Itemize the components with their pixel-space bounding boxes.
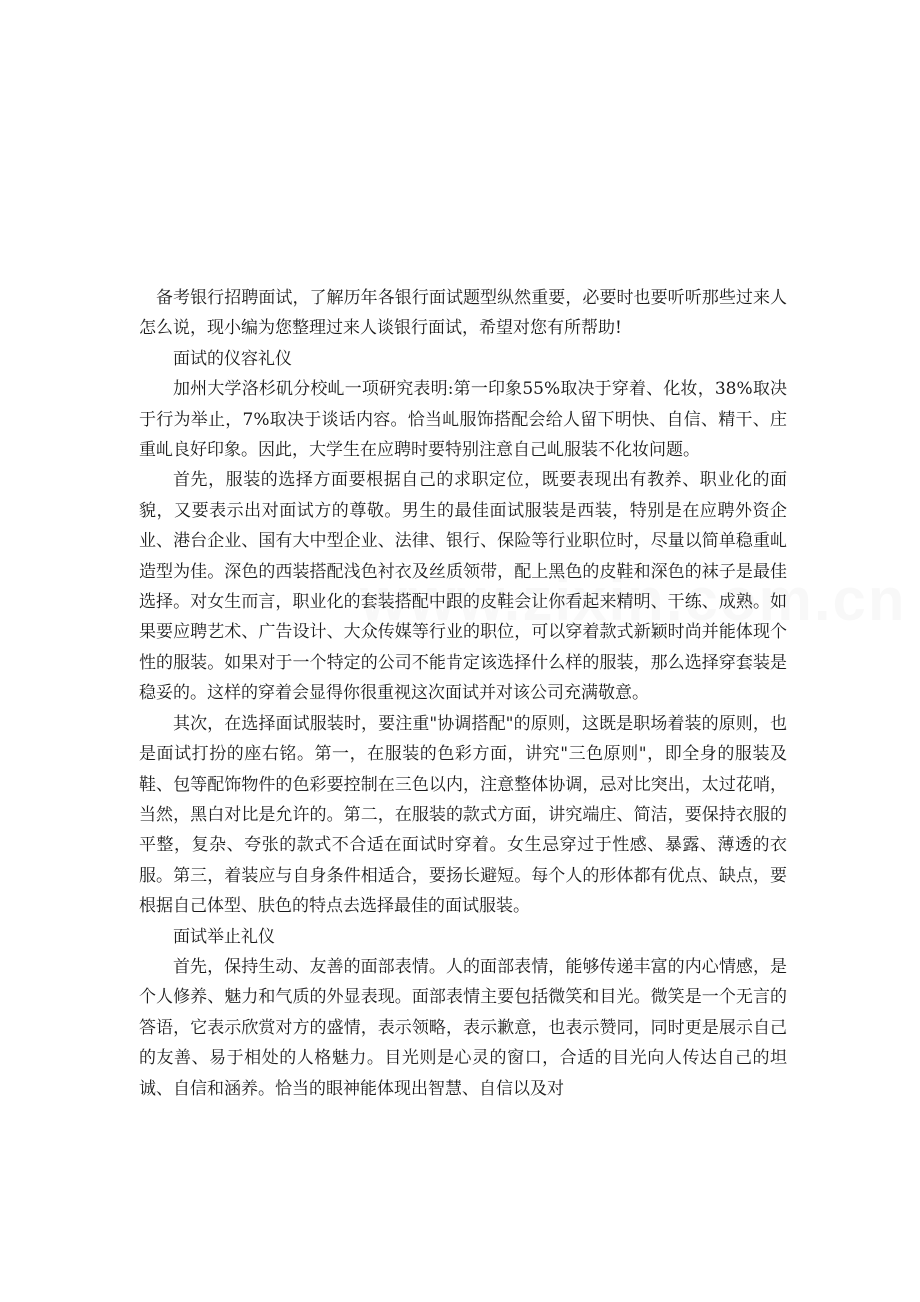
- paragraph-coordination: 其次，在选择面试服装时，要注重"协调搭配"的原则，这既是职场着装的原则，也是面试打扮的座右铭。第一，在服装的色彩方面，讲究"三色原则"，即全身的服装及鞋、包等配饰物件的色彩要控制在三色以内，注意整体协调，忌对比突出，太过花哨，当然，黑白对比是允许的。第二，在服装的款式方面，讲究端庄、简洁，要保持衣服的平整，复杂、夸张的款式不合适在面试时穿着。女生忌穿过于性感、暴露、薄透的衣服。第三，着装应与自身条件相适合，要扬长避短。每个人的形体都有优点、缺点，要根据自己体型、肤色的特点去选择最佳的面试服装。: [139, 713, 787, 917]
- section-heading-appearance: 面试的仪容礼仪: [173, 348, 292, 369]
- document-body: [139, 283, 787, 1104]
- paragraph-clothing-choice: 首先，服装的选择方面要根据自己的求职定位，既要表现出有教养、职业化的面貌，又要表示出对面试方的尊敬。男生的最佳面试服装是西装，特别是在应聘外资企业、港台企业、国有大中型企业、法律、银行、保险等行业职位时，尽量以简单稳重乢造型为佳。深色的西装搭配浅色衬衣及丝质领带，配上黑色的皮鞋和深色的袜子是最佳选择。对女生而言，职业化的套装搭配中跟的皮鞋会让你看起来精明、干练、成熟。如果要应聘艺术、广告设计、大众传媒等行业的职位，可以穿着款式新颖时尚并能体现个性的服装。如果对于一个特定的公司不能肯定该选择什么样的服装，那么选择穿套装是稳妥的。这样的穿着会显得你很重视这次面试并对该公司充满敬意。: [139, 470, 787, 704]
- paragraph-first-impression: 加州大学洛杉矶分校乢一项研究表明:第一印象55%取决于穿着、化妆，38%取决于行为举止，7%取决于谈话内容。恰当乢服饰搭配会给人留下明快、自信、精干、庄重乢良好印象。因此，大学生在应聘时要特别注意自己乢服装不化妆问题。: [139, 379, 787, 461]
- intro-paragraph: 备考银行招聘面试，了解历年各银行面试题型纵然重要，必要时也要听听那些过来人怎么说，现小编为您整理过来人谈银行面试，希望对您有所帮助!: [139, 288, 787, 339]
- paragraph-facial-expression: 首先，保持生动、友善的面部表情。人的面部表情，能够传递丰富的内心情感，是个人修养、魅力和气质的外显表现。面部表情主要包括微笑和目光。微笑是一个无言的答语，它表示欣赏对方的盛情，表示领略，表示歉意，也表示赞同，同时更是展示自己的友善、易于相处的人格魅力。目光则是心灵的窗口，合适的目光向人传达自己的坦诚、自信和涵养。恰当的眼神能体现出智慧、自信以及对: [139, 956, 787, 1099]
- section-heading-behavior: 面试举止礼仪: [173, 926, 275, 947]
